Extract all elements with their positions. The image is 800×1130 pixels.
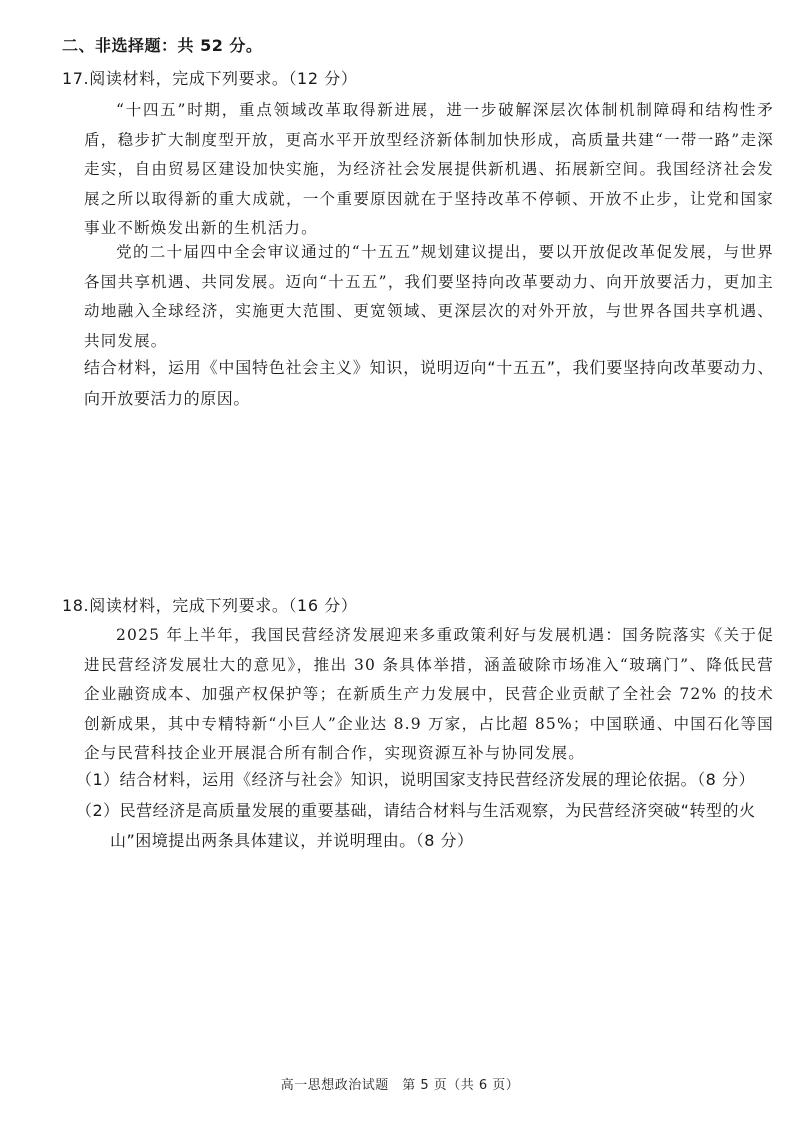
question-17-heading: 17.阅读材料，完成下列要求。（12 分） bbox=[62, 69, 358, 88]
q18-paragraph1-text: 2025 年上半年，我国民营经济发展迎来多重政策利好与发展机遇：国务院落实《关于促进民营经济发展壮大的意见》，推出 30 条具体举措，涵盖破除市场准入“玻璃门”、降低民营企业融资成本、加强产权保护等；在新质生产力发展中，民营企业贡献了全社会 72% 的技术创新成果，其中专精特新“小巨人”企业达 8.9 万家，占比超 85%；中国联通、中国石化等国企与民营科技企业开展混合所有制合作，实现资源互补与协同发展。 bbox=[84, 626, 774, 762]
question-18-material-paragraph bbox=[84, 621, 774, 769]
q17-paragraph1-text: “十四五”时期，重点领域改革取得新进展，进一步破解深层次体制机制障碍和结构性矛盾，稳步扩大制度型开放，更高水平开放型经济新体制加快形成，高质量共建“一带一路”走深走实，自由贸易区建设加快实施，为经济社会发展提供新机遇、拓展新空间。我国经济社会发展之所以取得新的重大成就，一个重要原因就在于坚持改革不停顿、开放不止步，让党和国家事业不断焕发出新的生机活力。 bbox=[84, 101, 774, 237]
question-17-prompt: 结合材料，运用《中国特色社会主义》知识，说明迈向“十五五”，我们要坚持向改革要动力、向开放要活力的原因。 bbox=[84, 358, 774, 408]
question-18-subquestion-1: （1）结合材料，运用《经济与社会》知识，说明国家支持民营经济发展的理论依据。（8 分） bbox=[76, 770, 755, 789]
question-18-heading: 18.阅读材料，完成下列要求。（16 分） bbox=[62, 596, 358, 615]
question-17-material-paragraph-1 bbox=[84, 96, 774, 244]
q17-paragraph2-text: 党的二十届四中全会审议通过的“十五五”规划建议提出，要以开放促改革促发展，与世界各国共享机遇、共同发展。迈向“十五五”，我们要坚持向改革要动力、向开放要活力，更加主动地融入全球经济，实施更大范围、更宽领域、更深层次的对外开放，与世界各国共享机遇、共同发展。 bbox=[84, 243, 774, 350]
question-17-material-paragraph-2 bbox=[84, 238, 774, 356]
question-18-subquestion-2: （2）民营经济是高质量发展的重要基础，请结合材料与生活观察，为民营经济突破“转型的火山”困境提出两条具体建议，并说明理由。（8 分） bbox=[76, 801, 756, 850]
page-footer: 高一思想政治试题 第 5 页（共 6 页） bbox=[280, 1078, 520, 1093]
section-title: 二、非选择题：共 52 分。 bbox=[62, 36, 263, 55]
